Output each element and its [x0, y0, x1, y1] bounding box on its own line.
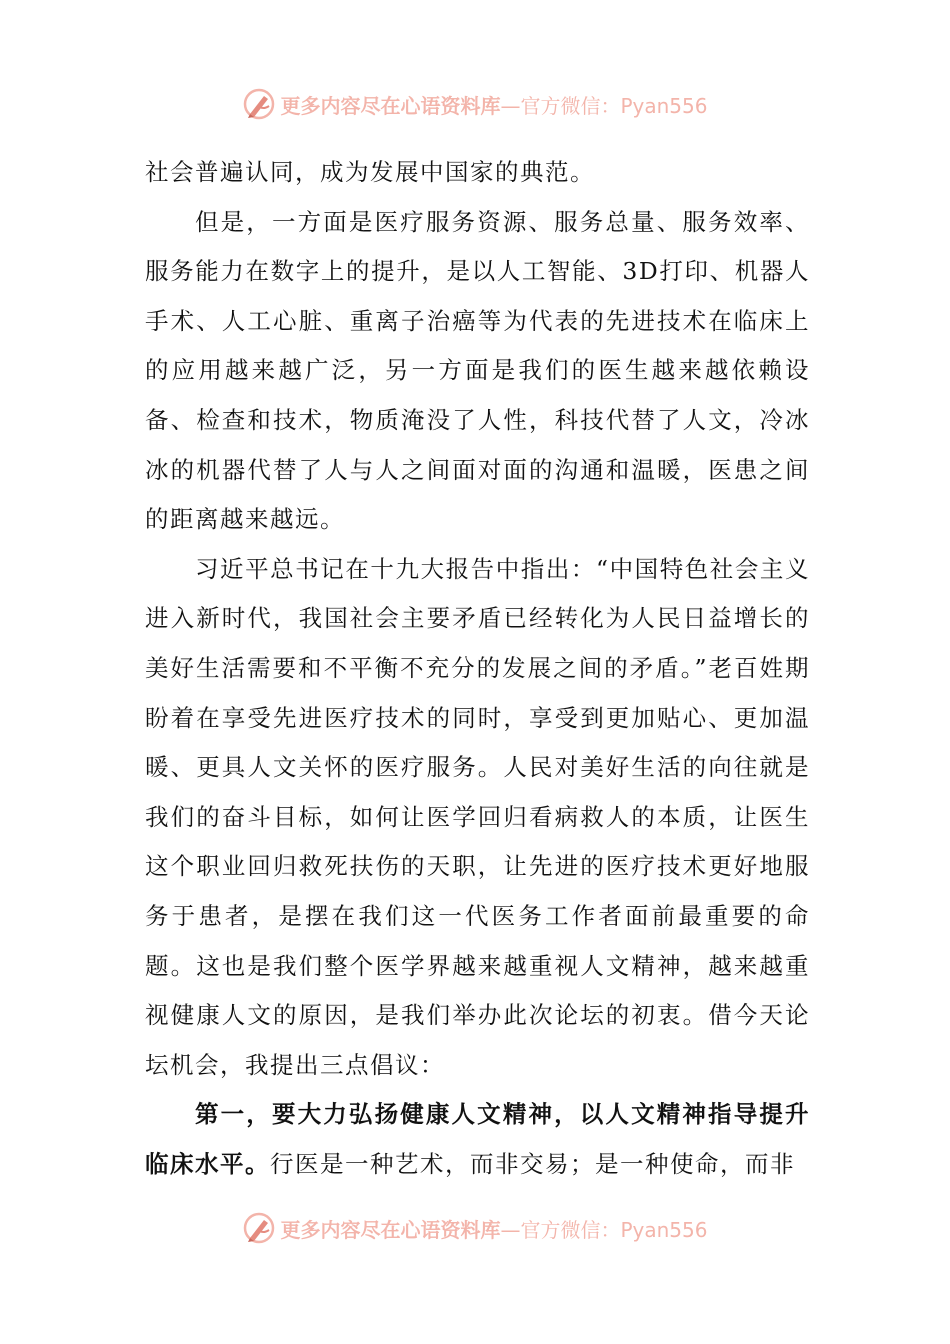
document-body [145, 148, 810, 1189]
watermark-wechat-text: —官方微信：Pyan556 [500, 1217, 708, 1242]
watermark-header [0, 82, 950, 126]
watermark-brand-text: 更多内容尽在心语资料库 [280, 93, 501, 118]
watermark-brand-text: 更多内容尽在心语资料库 [280, 1217, 501, 1242]
paragraph-proposal-one [145, 1090, 810, 1189]
paragraph [145, 545, 810, 1091]
pen-circle-logo-icon [242, 87, 276, 121]
pen-circle-logo-icon [242, 1211, 276, 1245]
paragraph-text: 行医是一种艺术，而非交易；是一种使命，而非 [270, 1149, 795, 1178]
paragraph [145, 198, 810, 545]
paragraph-continuation [145, 148, 810, 198]
paragraph-text: 但是，一方面是医疗服务资源、服务总量、服务效率、服务能力在数字上的提升，是以人工智能、3D打印、机器人手术、人工心脏、重离子治癌等为代表的先进技术在临床上的应用越来越广泛，另一方面是我们的医生越来越依赖设备、检查和技术，物质淹没了人性，科技代替了人文，冷冰冰的机器代替了人与人之间面对面的沟通和温暖，医患之间的距离越来越远。 [145, 207, 810, 534]
paragraph-text: 习近平总书记在十九大报告中指出：“中国特色社会主义进入新时代，我国社会主要矛盾已经转化为人民日益增长的美好生活需要和不平衡不充分的发展之间的矛盾。”老百姓期盼着在享受先进医疗技术的同时，享受到更加贴心、更加温暖、更具人文关怀的医疗服务。人民对美好生活的向往就是我们的奋斗目标，如何让医学回归看病救人的本质，让医生这个职业回归救死扶伤的天职，让先进的医疗技术更好地服务于患者，是摆在我们这一代医务工作者面前最重要的命题。这也是我们整个医学界越来越重视人文精神，越来越重视健康人文的原因，是我们举办此次论坛的初衷。借今天论坛机会，我提出三点倡议： [145, 554, 810, 1079]
watermark-wechat-text: —官方微信：Pyan556 [500, 93, 708, 118]
watermark-footer [0, 1206, 950, 1250]
proposal-heading: 第一，要大力弘扬健康人文精神，以人文精神指导提升临床水平。 [145, 1100, 810, 1178]
paragraph-text: 社会普遍认同，成为发展中国家的典范。 [145, 158, 595, 186]
